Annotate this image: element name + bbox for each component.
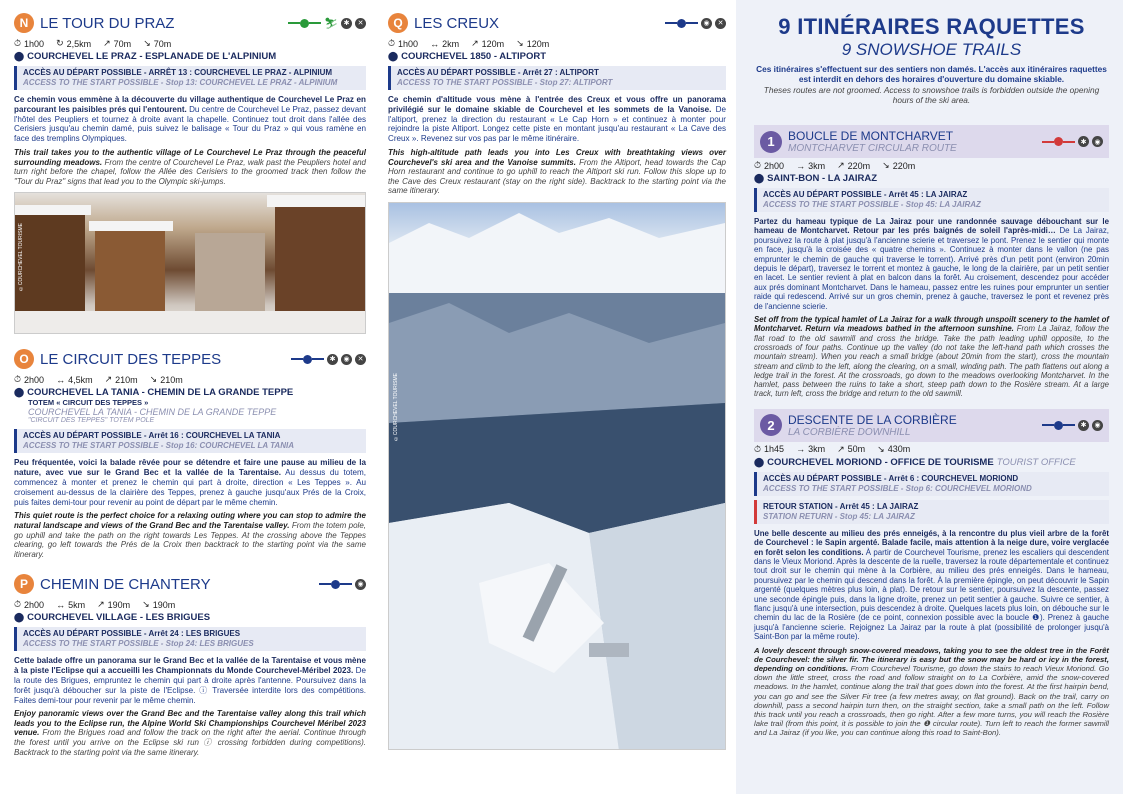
route-icons xyxy=(1042,420,1103,431)
route-badge: O xyxy=(14,349,34,369)
route-badge: P xyxy=(14,574,34,594)
distance: 2,5km xyxy=(66,38,92,49)
round-trip-icon: ↔ xyxy=(430,38,440,49)
snowshoe-icon: ✱ xyxy=(1078,136,1089,147)
pin-icon: ⬤ xyxy=(388,51,399,61)
totem-label: TOTEM « CIRCUIT DES TEPPES » xyxy=(28,398,149,408)
skier-icon: ⛷ xyxy=(324,17,338,30)
description-en: This quiet route is the perfect choice for a relaxing outing where you can stop to admire the natural landscape and views of the Grand Bec and the Tarentaise valley. From the totem pole, go uphill and take the path on the right towards Les Teppes. At the crossing above the Teppes clearing, go left towards the Prés de la Croix then backtrack to the starting point via the same itinerary. xyxy=(14,511,366,559)
restaurant-icon: ✕ xyxy=(355,354,366,365)
route-header xyxy=(754,125,1109,158)
viewpoint-icon: ◉ xyxy=(341,354,352,365)
route-header xyxy=(754,409,1109,442)
descent-icon: ↘ xyxy=(143,38,151,48)
difficulty-line-icon xyxy=(319,580,352,589)
access-box: ACCÈS AU DÉPART POSSIBLE - Arrêt 16 : COURCHEVEL LA TANIA ACCESS TO THE START POSSIBLE - Stop 16: COURCHEVEL LA TANIA xyxy=(14,429,366,453)
route-icons xyxy=(665,18,726,29)
descent-icon: ↘ xyxy=(149,374,158,385)
snowshoe-icon: ✱ xyxy=(327,354,338,365)
route-stats xyxy=(14,38,366,49)
start-place: ⬤ SAINT-BON - LA JAIRAZ xyxy=(754,173,878,184)
restaurant-icon: ✕ xyxy=(355,18,366,29)
difficulty-line-icon xyxy=(291,355,324,364)
description-fr: Peu fréquentée, voici la balade rêvée pour se détendre et faire une pause au milieu de la nature, avec vue sur le Grand Bec et la vallée de la Tarentaise. Au dessus du totem, commencez à monter et prenez le chemin qui part à droite, direction « Les Teppes ». Au croisement au-dessus de la clairière des Teppes, prenez à gauche jusqu'aux Prés de la Croix, puis faites demi-tour pour revenir au point de départ par le même chemin. xyxy=(14,458,366,507)
description-en: This high-altitude path leads you into Les Creux with breathtaking views over Courchevel's ski area and the Vanoise summits. From the Altiport, head towards the Cap Horn restaurant and continue to go uphill to reach the Altiport ski run. Follow this slope up to the Cave des Creux restaurant (stay on the right side). Backtrack to the starting point via the same itinerary. xyxy=(388,147,726,196)
difficulty-line-icon xyxy=(665,19,698,28)
snowshoe-icon: ✱ xyxy=(341,18,352,29)
middle-column xyxy=(380,0,734,794)
village-photo xyxy=(14,192,366,334)
route-icons xyxy=(291,354,366,365)
route-stats: ⏱ 2h00 → 3km ↗ 220m ↘ 220m xyxy=(754,160,916,171)
left-column xyxy=(0,0,380,794)
route-stats: ⏱ 1h00 ↔ 2km ↗ 120m ↘ 120m xyxy=(388,38,550,49)
round-trip-icon: ↔ xyxy=(56,374,66,385)
ascent: 70m xyxy=(113,38,132,49)
round-trip-icon: ↔ xyxy=(56,599,66,610)
ascent-icon: ↗ xyxy=(837,443,845,454)
route-header xyxy=(388,10,726,36)
description-en: This trail takes you to the authentic village of Le Courchevel Le Praz through the peaceful surrounding meadows. From the centre of Courchevel Le Praz, walk past the Peupliers hotel and turn right before the chapel, follow the Allée des Cerisiers to the groomed track then follow the "Tour du Praz" signs that lead you to the Olympic ski-jumps. xyxy=(14,147,366,186)
ascent-icon: ↗ xyxy=(471,38,479,48)
route-badge: Q xyxy=(388,13,408,33)
pin-icon: ⬤ xyxy=(14,612,25,623)
viewpoint-icon: ◉ xyxy=(1092,136,1103,147)
snowshoe-icon: ✱ xyxy=(1078,420,1089,431)
descent-icon: ↘ xyxy=(142,599,150,610)
return-box: RETOUR STATION - Arrêt 45 : LA JAIRAZ STATION RETURN - Stop 45: LA JAIRAZ xyxy=(754,500,1109,524)
route-header xyxy=(14,571,366,597)
photo-credit: ©COURCHEVEL TOURISME xyxy=(393,372,399,442)
clock-icon: ⏱ xyxy=(754,443,762,454)
restaurant-icon: ✕ xyxy=(715,18,726,29)
route-badge: N xyxy=(14,13,34,33)
start-place: ⬤ COURCHEVEL MORIOND - OFFICE DE TOURISME TOURIST OFFICE xyxy=(754,456,1076,468)
route-icons xyxy=(288,17,366,30)
access-box: ACCÈS AU DÉPART POSSIBLE - Arrêt 24 : LES BRIGUES ACCESS TO THE START POSSIBLE - Stop 24: LES BRIGUES xyxy=(14,627,366,651)
start-place: ⬤ COURCHEVEL VILLAGE - LES BRIGUES xyxy=(14,612,211,624)
pin-icon: ⬤ xyxy=(754,173,765,183)
pin-icon: ⬤ xyxy=(14,51,25,61)
route-title-en: MONTCHARVET CIRCULAR ROUTE xyxy=(788,143,957,154)
route-title: LE CIRCUIT DES TEPPES xyxy=(40,350,222,368)
distance-icon: → xyxy=(796,160,806,171)
loop-icon: ↻ xyxy=(56,38,64,48)
start-place: ⬤ COURCHEVEL 1850 - ALTIPORT xyxy=(388,51,547,62)
viewpoint-icon: ◉ xyxy=(1092,420,1103,431)
duration: 1h00 xyxy=(24,38,45,49)
route-badge: 1 xyxy=(760,131,782,153)
difficulty-line-icon xyxy=(1042,421,1075,430)
route-title-en: LA CORBIÈRE DOWNHILL xyxy=(788,426,911,438)
description-fr: Ce chemin d'altitude vous mène à l'entrée des Creux et vous offre un panorama privilégié sur le domaine skiable de Courchevel et les sommets de la Vanoise. De l'altiport, prenez la direction du restaurant « Le Cap Horn » et continuez à monter pour rejoindre la piste Altiport. Longez cette piste en montant jusqu'au restaurant « La Cave des Creux ». Revenez sur vos pas par le même itinéraire. xyxy=(388,95,726,144)
clock-icon: ⏱ xyxy=(14,38,22,48)
descent-icon: ↘ xyxy=(882,160,890,170)
intro-en: Theses routes are not groomed. Access to snowshoe trails is forbidden outside the opening hours of the ski area. xyxy=(763,85,1100,105)
descent-icon: ↘ xyxy=(516,38,524,48)
description-fr: Partez du hameau typique de La Jairaz pour une randonnée sauvage débouchant sur le hameau de Montcharvet. Retour par les prés baignés de soleil l'après-midi… De La Jairaz, poursuivez la route à plat jusqu'à l'ancienne scierie et traversez le pont. Prenez le sentier qui monte en face, jusqu'à la croisée des « quatre chemins ». Continuez à monter dans le vallon (ne pas emprunter le chemin de gauche qui traverse le torrent). Arrivé près d'un petit pont (environ 20min depuis le départ), traversez le torrent et montez à gauche, le long de la clairière, par un petit sentier en lacet. Le sentier revient à plat en balcon dans la forêt. Au croisement, descendez pour accéder aux prés dominant Montcharvet. Dans le hameau, passez entre les ruines pour emprunter un sentier raide qui redescend. Arrivé sur un gros chemin, prenez à gauche, traversez le pont et revenez près de l'ancienne scierie. xyxy=(754,217,1109,311)
ascent-icon: ↗ xyxy=(97,599,105,610)
descent: 70m xyxy=(153,38,172,49)
start-place-en: COURCHEVEL LA TANIA - CHEMIN DE LA GRANDE TEPPE xyxy=(28,407,277,418)
access-box: ACCÈS AU DÉPART POSSIBLE - Arrêt 27 : ALTIPORT ACCESS TO THE START POSSIBLE - Stop 27: ALTIPORT xyxy=(388,66,726,90)
clock-icon: ⏱ xyxy=(14,599,22,610)
photo-credit: ©COURCHEVEL TOURISME xyxy=(18,223,24,292)
route-icons xyxy=(319,579,366,590)
clock-icon: ⏱ xyxy=(14,374,22,385)
route-title: LES CREUX xyxy=(414,14,500,32)
ascent-icon: ↗ xyxy=(103,38,111,48)
route-header xyxy=(14,10,366,36)
route-title: BOUCLE DE MONTCHARVET xyxy=(788,129,954,143)
description-en: Set off from the typical hamlet of La Jairaz for a walk through unspoilt scenery to the hamlet of Montcharvet. Return via meadows bathed in the afternoon sunshine. From La Jairaz, follow the flat road to the old sawmill and cross the bridge. Take the path leading uphill opposite, to the crossroads of four paths. Continue up the valley (do not take the left-hand path which crosses the mountain stream). When you reach a small bridge (about 20min from the start), cross the mountain stream and climb to the left, along the clearing, on a small, winding path. The path flattens out along a ledge trail in the forest. At the crossroads, go down to the meadows overlooking Montcharvet. In the hamlet, pass between the ruins to take a short, steep path down to the Rosière stream. At a large track, turn left, cross the bridge and return to the old sawmill. xyxy=(754,315,1110,399)
page-title: 9 ITINÉRAIRES RAQUETTES xyxy=(778,14,1085,39)
route-stats: ⏱ 2h00 ↔ 4,5km ↗ 210m ↘ 210m xyxy=(14,374,183,385)
clock-icon: ⏱ xyxy=(754,160,762,170)
page-subtitle: 9 SNOWSHOE TRAILS xyxy=(841,40,1022,59)
ascent-icon: ↗ xyxy=(104,374,113,385)
route-title: LE TOUR DU PRAZ xyxy=(40,14,175,32)
access-box: ACCÈS AU DÉPART POSSIBLE - Arrêt 45 : LA JAIRAZ ACCESS TO THE START POSSIBLE - Stop 45: LA JAIRAZ xyxy=(754,188,1109,212)
intro-fr: Ces itinéraires s'effectuent sur des sentiers non damés. L'accès aux itinéraires raquettes est interdit en dehors des horaires d'ouverture du domaine skiable. xyxy=(756,64,1107,84)
viewpoint-icon: ◉ xyxy=(701,18,712,29)
totem-label-en: "CIRCUIT DES TEPPES" TOTEM POLE xyxy=(28,417,155,425)
route-icons xyxy=(1042,136,1103,147)
ascent-icon: ↗ xyxy=(837,160,845,170)
route-header xyxy=(14,346,366,372)
access-box: ACCÈS AU DÉPART POSSIBLE - ARRÊT 13 : COURCHEVEL LE PRAZ - ALPINIUM ACCESS TO THE START POSSIBLE - Stop 13: COURCHEVEL LE PRAZ - ALPINIUM xyxy=(14,66,366,90)
route-title: DESCENTE DE LA CORBIÈRE xyxy=(788,412,957,427)
description-en: A lovely descent through snow-covered meadows, taking you to see the oldest tree in the Forêt de Courchevel: the silver fir. The itinerary is easy but the snow may be hard or icy in the forest, depending on conditions. From Courchevel Tourisme, go down the stairs to reach Vieux Moriond. Go down the little street, cross the road and follow straight on to La Corbière, amid the snow-covered meadows. In the hamlet, continue along the trail that goes down into the forest. At the first hairpin bend, you can go and see the Silver Fir tree (a few metres away, on flat ground). Back on the trail, carry on downhill, pass a second hairpin turn then, on the straight section, take a small path on the left. Follow this track until you reach a crossroads, then go right. After a few more turns, you will reach the Rosière lake trail (from this point, it is possible to join the ❶ circular route). Turn left to reach the former sawmill and La Jairaz (if you like, you can continue along this road to Saint-Bon). xyxy=(754,645,1110,738)
route-stats: ⏱ 1h45 → 3km ↗ 50m ↘ 430m xyxy=(754,443,911,455)
mountain-illustration xyxy=(389,203,725,750)
description-fr: Cette balade offre un panorama sur le Grand Bec et la vallée de la Tarentaise et vous mène à la piste l'Eclipse qui a accueilli les Championnats du Monde Courchevel-Méribel 2023. De la route des Brigues, empruntez le chemin qui part à droite après l'antenne. Poursuivez dans la forêt jusqu'à déboucher sur la piste de l'Eclipse. ⓘ Traversée interdite lors des compétitions. Faites demi-tour pour revenir par le même chemin. xyxy=(14,656,366,705)
start-place: ⬤ COURCHEVEL LA TANIA - CHEMIN DE LA GRANDE TEPPE xyxy=(14,387,294,399)
pin-icon: ⬤ xyxy=(754,456,765,467)
route-badge: 2 xyxy=(760,414,782,436)
clock-icon: ⏱ xyxy=(388,38,396,48)
description-fr: Une belle descente au milieu des prés enneigés, à la rencontre du plus vieil arbre de la forêt de Courchevel : le Sapin argenté. Balade facile, mais attention à la neige dure, voire verglacée en forêt selon les conditions. À partir de Courchevel Tourisme, prenez les escaliers qui descendent dans le Vieux Moriond. Après la descente de la ruelle, traversez la route départementale et continuez tout droit sur le chemin qui mène à la Corbière, au milieu des prés enneigés. Dans le hameau, poursuivez par le chemin qui descend dans la forêt. À la première épingle, on peut découvrir le Sapin argenté (quelques mètres plus loin, à plat). De retour sur le sentier, poursuivez la descente, passez une seconde épingle puis, dans la ligne droite, prenez un petit sentier à gauche. Suivre ce sentier, à flanc jusqu'à une intersection, puis descendez à droite. Quelques lacets plus loin, on débouche sur le chemin du lac de la Rosière (de ce point, connexion possible avec la boucle ❶). Prenez à gauche jusqu'à l'ancienne scierie. Rejoignez La Jairaz par la route à plat (possibilité de prolonger jusqu'à Saint-Bon par la même route). xyxy=(754,528,1110,642)
difficulty-line-icon xyxy=(1042,137,1075,146)
route-stats: ⏱ 2h00 ↔ 5km ↗ 190m ↘ 190m xyxy=(14,599,176,610)
start-place: ⬤ COURCHEVEL LE PRAZ - ESPLANADE DE L'ALPINIUM xyxy=(14,51,277,62)
access-box: ACCÈS AU DÉPART POSSIBLE - Arrêt 6 : COURCHEVEL MORIOND ACCESS TO THE START POSSIBLE - Stop 6: COURCHEVEL MORIOND xyxy=(754,472,1109,496)
viewpoint-icon: ◉ xyxy=(355,579,366,590)
distance-icon: → xyxy=(796,444,806,455)
difficulty-line-icon xyxy=(288,19,321,28)
right-column xyxy=(736,0,1123,794)
description-en: Enjoy panoramic views over the Grand Bec and the Tarentaise valley along this trail which leads you to the Eclipse run, the Alpine World Ski Championships Courchevel Méribel 2023 venue. From the Brigues road and follow the track on the right after the aerial. Continue through the forest until you arrive on the Eclipse ski run ⓘ crossing forbidden during competitions). Backtrack to the starting point via the same itinerary. xyxy=(14,709,366,757)
mountain-aerial-photo xyxy=(388,202,726,750)
descent-icon: ↘ xyxy=(877,443,885,454)
pin-icon: ⬤ xyxy=(14,387,25,398)
route-title: CHEMIN DE CHANTERY xyxy=(40,575,211,593)
description-fr: Ce chemin vous emmène à la découverte du village authentique de Courchevel Le Praz en parcourant les paisibles prés qui l'entourent. Du centre de Courchevel Le Praz, passez devant l'hôtel des Peupliers et tournez à droite avant la chapelle. Continuez tout droit dans l'allée des Cerisiers jusqu'au chemin damé, puis suivez le balisage « Tour du Praz » qui vous ramène en face des tremplins Olympiques. xyxy=(14,95,366,144)
